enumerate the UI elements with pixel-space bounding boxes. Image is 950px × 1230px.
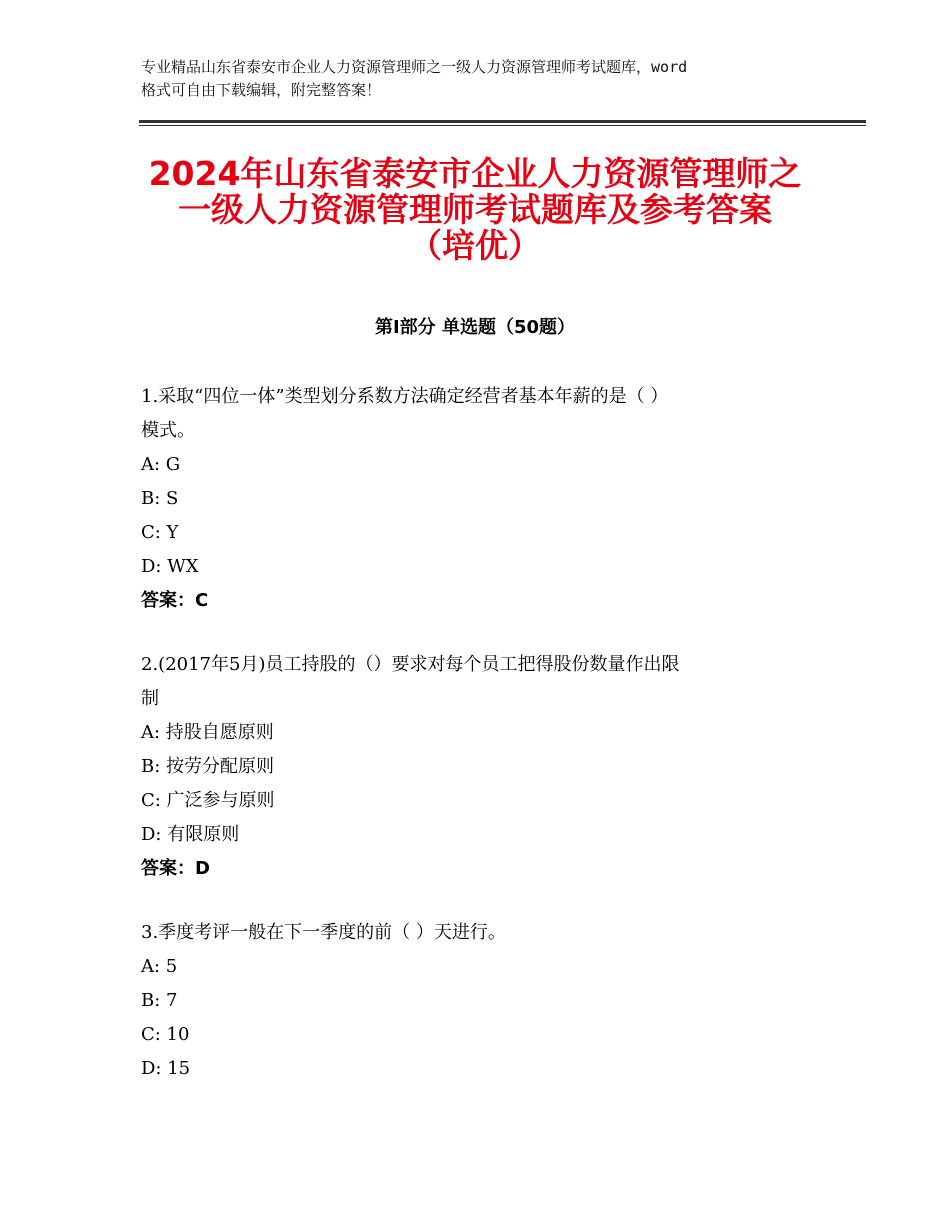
option-b: B: 7 <box>141 990 178 1011</box>
option-b: B: S <box>141 488 179 509</box>
question-1 <box>141 380 811 618</box>
option-a: A: 5 <box>141 956 178 977</box>
question-stem: 3.季度考评一般在下一季度的前（ ）天进行。 <box>141 922 506 943</box>
title-line: 一级人力资源管理师考试题库及参考答案 <box>178 190 772 229</box>
option-a: A: G <box>141 454 181 475</box>
option-c: C: 10 <box>141 1024 190 1045</box>
question-2 <box>141 648 811 886</box>
option-d: D: 15 <box>141 1058 191 1079</box>
answer: 答案：C <box>141 590 209 611</box>
question-stem: 模式。 <box>141 420 195 441</box>
option-c: C: Y <box>141 522 179 543</box>
option-d: D: 有限原则 <box>141 824 240 845</box>
header-note-line: 专业精品山东省泰安市企业人力资源管理师之一级人力资源管理师考试题库，word <box>141 58 688 76</box>
option-c: C: 广泛参与原则 <box>141 790 275 811</box>
question-list <box>141 380 811 1116</box>
title-line: （培优） <box>409 226 541 265</box>
option-a: A: 持股自愿原则 <box>141 722 274 743</box>
header-note-line: 格式可自由下载编辑，附完整答案！ <box>141 81 382 99</box>
section-heading: 第Ⅰ部分 单选题（50题） <box>374 317 575 338</box>
option-b: B: 按劳分配原则 <box>141 756 275 777</box>
option-d: D: WX <box>141 556 199 577</box>
question-stem: 2.(2017年5月)员工持股的（）要求对每个员工把得股份数量作出限 <box>141 654 680 675</box>
document-title <box>100 156 850 264</box>
header-divider-thin <box>139 125 866 126</box>
question-stem: 1.采取“四位一体”类型划分系数方法确定经营者基本年薪的是（ ） <box>141 386 669 407</box>
question-stem: 制 <box>141 688 159 709</box>
title-line: 2024年山东省泰安市企业人力资源管理师之 <box>148 154 802 193</box>
header-divider-thick <box>139 120 866 123</box>
answer: 答案：D <box>141 858 210 879</box>
header-note <box>141 56 841 102</box>
question-3 <box>141 916 811 1086</box>
